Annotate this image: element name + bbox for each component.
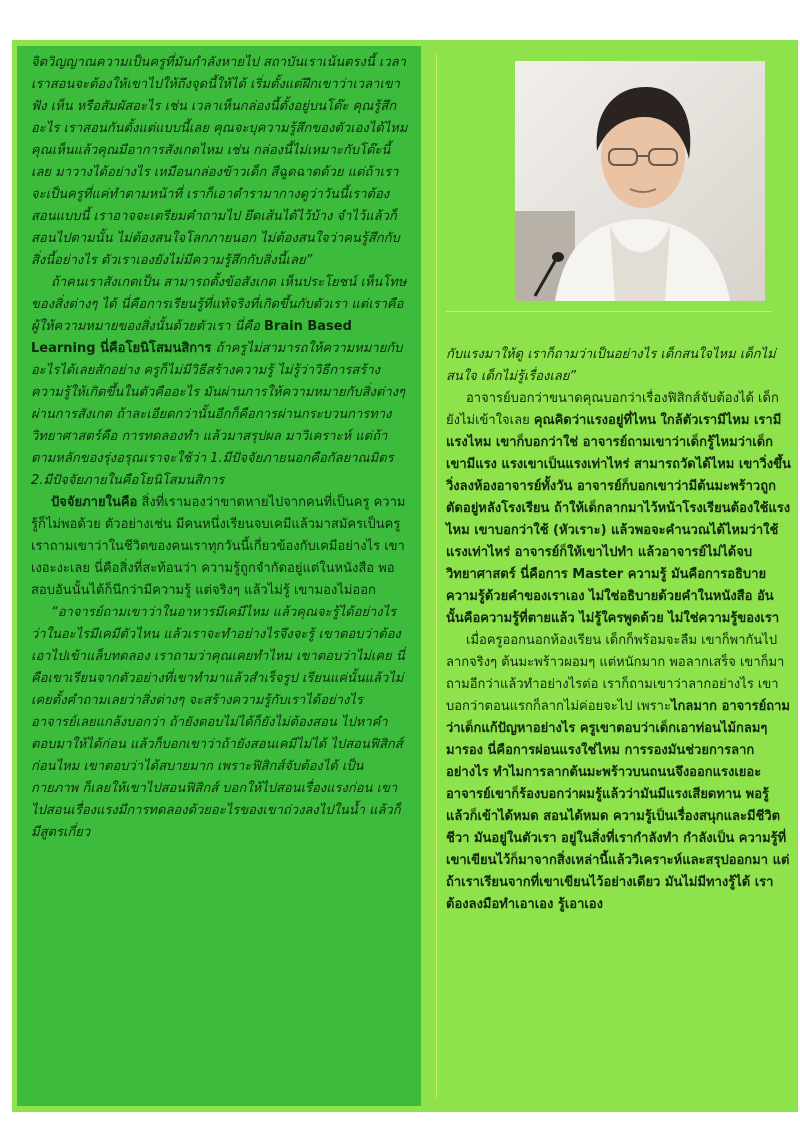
bold-text: ปัจจัยภายในคือ	[51, 495, 138, 510]
text-run: ถ้าคนเราสังเกตเป็น สามารถตั้งข้อสังเกต เห็นประโยชน์ เห็นโทษของสิ่งต่างๆ ได้ นี่คือการเรียนรู้ที่แท้จริงที่เกิดขึ้นกับตัวเรา แต่เราคือผู้ให้ความหมายของสิ่งนั้นด้วยตัวเรา นี่คือ	[31, 275, 407, 334]
bold-text: คุณคิดว่าแรงอยู่ที่ไหน ใกล้ตัวเรามีไหม เรามีแรงไหม เขาก็บอกว่าใช่ อาจารย์ถามเขาว่าเด็กรู้ไหมว่าเด็กเขามีแรง แรงเขาเป็นแรงเท่าไหร่ สามารถวัดได้ไหม เขาวิ่งขึ้นวิ่งลงห้องอาจารย์ทั้งวัน อาจารย์ก็บอกเขาว่ามีต้นมะพร้าวถูกตัดอยู่หลังโรงเรียน ถ้าให้เด็กลากมาไว้หน้าโรงเรียนต้องใช้แรงไหม เขาบอกว่าใช้ (หัวเราะ) แล้วพอจะคำนวณได้ไหมว่าใช้แรงเท่าไหร่ อาจารย์ก็ให้เขาไปทำ แล้วอาจารย์ไม่ได้จบวิทยาศาสตร์ นี่คือการ Master ความรู้ มันคือการอธิบายความรู้ด้วยคำของเราเอง ไม่ใช่อธิบายด้วยคำในหนังสือ อันนั้นคือความรู้ที่ตายแล้ว ไม่รู้ใครพูดด้วย ไม่ใช่ความรู้ของเรา	[446, 413, 791, 626]
portrait-illustration	[515, 61, 765, 301]
bold-text: ไกลมาก อาจารย์ถามว่าเด็กแก้ปัญหาอย่างไร ครูเขาตอบว่าเด็กเอาท่อนไม้กลมๆ มารอง นี่คือการผ่อนแรงใช่ไหม การรองมันช่วยการลากอย่างไร ทำไมการลากต้นมะพร้าวบนถนนจึงออกแรงเยอะ อาจารย์เขาก็ร้องบอกว่าผมรู้แล้วว่ามันมีแรงเสียดทาน พอรู้แล้วก็เข้าได้หมด สอนได้หมด ความรู้เป็นเรื่องสนุกและมีชีวิตชีวา มันอยู่ในตัวเรา อยู่ในสิ่งที่เรากำลังทำ กำลังเป็น ความรู้ที่เขาเขียนไว้ก็มาจากสิ่งเหล่านี้แล้ววิเคราะห์และสรุปออกมา แต่ถ้าเราเรียนจากที่เขาเขียนไว้อย่างเดียว มันไม่มีทางรู้ได้ เราต้องลงมือทำเอาเอง รู้เอาเอง	[446, 699, 790, 912]
text-run: อาจารย์บอกว่าขนาดคุณบอกว่าเรื่องฟิสิกส์จับต้องได้ เด็กยังไม่เข้าใจเลย	[446, 391, 779, 428]
paragraph	[446, 630, 791, 916]
right-text	[446, 344, 791, 916]
photo-divider	[446, 311, 771, 312]
portrait-photo	[515, 61, 765, 301]
text-run: เมื่อครูออกนอกห้องเรียน เด็กก็พร้อมจะลืม เขาก็พากันไปลากจริงๆ ต้นมะพร้าวผอมๆ แต่หนักมาก พอลากเสร็จ เขาก็มาถามอีกว่าแล้วทำอย่างไรต่อ เราก็ถามเขาว่าลากอย่างไร เขาบอกว่าตอนแรกก็ลากไม่ค่อยจะไป เพราะ	[446, 633, 785, 714]
paragraph	[31, 492, 409, 602]
paragraph	[31, 272, 409, 492]
paragraph: กับแรงมาให้ดู เราก็ถามว่าเป็นอย่างไร เด็กสนใจไหม เด็กไม่สนใจ เด็กไม่รู้เรื่องเลย”	[446, 347, 776, 384]
left-text	[31, 52, 409, 844]
paragraph: จิตวิญญาณความเป็นครูที่มันกำลังหายไป สถาบันเราเน้นตรงนี้ เวลาเราสอนจะต้องให้เขาไปให้ถึงจุดนี้ให้ได้ เริ่มตั้งแต่ฝึกเขาว่าเวลาเขาฟัง เห็น หรือสัมผัสอะไร เช่น เวลาเห็นกล่องนี้ตั้งอยู่บนโต๊ะ คุณรู้สึกอะไร เราสอนกันตั้งแต่แบบนี้เลย คุณจะบุความรู้สึกของตัวเองได้ไหม คุณเห็นแล้วคุณมีอาการสังเกตไหม เช่น กล่องนี้ไม่เหมาะกับโต๊ะนี้เลย มาวางได้อย่างไร เหมือนกล่องข้าวเด็ก สีฉูดฉาดด้วย แต่ถ้าเราจะเป็นครูที่แค่ทำตามหน้าที่ เราก็เอาตำรามากางดูว่าวันนี้เราต้องสอนแบบนี้ เราอาจจะเตรียมคำถามไป ยึดเส้นได้ไว้บ้าง จำไว้แล้วก็สอนไปตามนั้น ไม่ต้องสนใจโลกภายนอก ไม่ต้องสนใจว่าคนรู้สึกกับสิ่งนี้อย่างไร ตัวเราเองยังไม่มีความรู้สึกกับสิ่งนี้เลย”	[31, 55, 408, 268]
paragraph: “อาจารย์ถามเขาว่าในอาหารมีเคมีไหม แล้วคุณจะรู้ได้อย่างไรว่าในอะไรมีเคมีตัวไหน แล้วเราจะทำอย่างไรจึงจะรู้ เขาตอบว่าต้องเอาไปเข้าแล็บทดลอง เราถามว่าคุณเคยทำไหม เขาตอบว่าไม่เคย นี่คือเขาเรียนจากตัวอย่างที่เขาทำมาแล้วสำเร็จรูป เรียนแค่นั้นแล้วไม่เคยตั้งคำถามเลยว่าสิ่งต่างๆ จะสร้างความรู้กับเราได้อย่างไร อาจารย์เลยแกล้งบอกว่า ถ้ายังตอบไม่ได้ก็ยังไม่ต้องสอน ไปหาคำตอบมาให้ได้ก่อน แล้วก็บอกเขาว่าถ้ายังสอนเคมีไม่ได้ ไปสอนฟิสิกส์ก่อนไหม เขาตอบว่าได้สบายมาก เพราะฟิสิกส์จับต้องได้ เป็นกายภาพ ก็เลยให้เขาไปสอนฟิสิกส์ บอกให้ไปสอนเรื่องแรงก่อน เขาไปสอนเรื่องแรงมีการทดลองด้วยอะไรของเขาถ่วงลงไปในน้ำ แล้วก็มีสูตรเกี่ยว	[31, 605, 405, 840]
text-run: สิ่งที่เรามองว่าขาดหายไปจากคนที่เป็นครู ความรู้ก็ไม่พอด้วย ตัวอย่างเช่น มีคนหนึ่งเรียนจบเคมีแล้วมาสมัครเป็นครู เราถามเขาว่าในชีวิตของคนเราทุกวันนี้เกี่ยวข้องกับเคมีอย่างไร เขาเงอะงะเลย นี่คือสิ่งที่สะท้อนว่า ความรู้ถูกจำกัดอยู่แต่ในหนังสือ พอสอบอันนั้นได้ก็นึกว่ามีความรู้ แต่จริงๆ แล้วไม่รู้ เขามองไม่ออก	[31, 495, 406, 598]
text-run: ถ้าครูไม่สามารถให้ความหมายกับอะไรได้เลยสักอย่าง ครูก็ไม่มีวิธีสร้างความรู้ ไม่รู้ว่าวิธีการสร้างความรู้ให้เกิดขึ้นในตัวคืออะไร มันผ่านการให้ความหมายกับสิ่งต่างๆ ผ่านการสังเกต ถ้าละเอียดกว่านั้นอีกก็คือการผ่านกระบวนการทางวิทยาศาสตร์คือ การทดลองทำ แล้วมาสรุปผล มาวิเคราะห์ แต่ถ้าตามหลักของรุ่งอรุณเราจะใช้ว่า 1.มีปัจจัยภายนอกคือกัลยาณมิตร 2.มีปัจจัยภายในคือโยนิโสมนสิการ	[31, 341, 405, 488]
column-divider	[436, 54, 437, 1098]
paragraph	[446, 388, 791, 630]
left-column	[17, 46, 421, 1106]
bold-text: Brain Based Learning นี่คือโยนิโสมนสิการ	[31, 319, 352, 356]
